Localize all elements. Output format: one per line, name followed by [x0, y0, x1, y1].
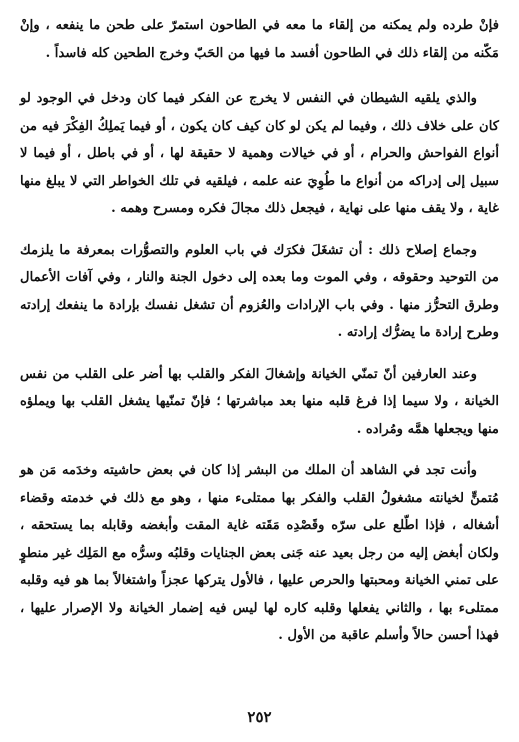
- paragraph-2: والذي يلقيه الشيطان في النفس لا يخرج عن الفكر فيما كان ودخل في الوجود لو كان على خلاف ذلك ، وفيما لم يكن لو كان كيف كان يكون ، أو فيما يَملِكُ الفِكْرَ فيه من أنواع الفواحش والحرام ، أو في خيالات وهمية لا حقيقة لها ، أو في باطل ، أو فيما لا سبيل إلى إدراكه من أنواع ما طُوِيَ عنه علمه ، فيلقيه في تلك الخواطر التي لا يبلغ منها غاية ، ولا يقف منها على نهاية ، فيجعل ذلك مجالَ فكره ومسرح وهمه .: [20, 91, 499, 216]
- paragraph-3: وجماع إصلاح ذلك : أن تشغَلَ فكرَك في باب العلوم والتصوُّرات بمعرفة ما يلزمك من التوحيد وحقوقه ، وفي الموت وما بعده إلى دخول الجنة والنار ، وفي آفات الأعمال وطرق التحرُّز منها . وفي باب الإرادات والعُزوم أن تشغل نفسك بإرادة ما ينفعك إرادته وطرح إرادة ما يضرُّك إرادته .: [20, 242, 499, 340]
- paragraph-spacer: [20, 443, 499, 457]
- paragraph-5: وأنت تجد في الشاهد أن الملك من البشر إذا كان في بعض حاشيته وخدَمه مَن هو مُتمنٍّ لخيانته مشغولُ القلب والفكر بها ممتلىء منها ، وهو مع ذلك في خدمته وقضاء أشغاله ، فإذا اطّلع على سرّه وقَصْدِه مَقَته غاية المقت وأبغضه وقابله بما يستحقه ، ولكان أبغض إليه من رجل بعيد عنه جَنى بعض الجنايات وقلبُه وسرُّه مع المَلِك غير منطوٍ على تمني الخيانة ومحبتها والحرص عليها ، فالأول يتركها عجزاً واشتغالاً بما هو فيه وقلبه ممتلىء بها ، والثاني يفعلها وقلبه كاره لها ليس فيه إضمار الخيانة ولا الإصرار عليها ، فهذا أحسن حالاً وأسلم عاقبة من الأول .: [20, 463, 499, 643]
- paragraph-spacer: [20, 223, 499, 237]
- paragraph-spacer: [20, 67, 499, 85]
- paragraph-spacer: [20, 347, 499, 361]
- paragraph-4: وعند العارفين أنّ تمنّي الخيانة وإشغالَ الفكر والقلب بها أضر على القلب من نفس الخيانة ، ولا سيما إذا فرغ قلبه منها بعد مباشرتها ؛ فإنّ تمنّيها يشغل القلب بها ويملؤه منها ويجعلها همَّه ومُراده .: [20, 366, 499, 437]
- paragraph-1: فإنْ طرده ولم يمكنه من إلقاء ما معه في الطاحون استمرّ على طحن ما ينفعه ، وإنْ مَكّنه من إلقاء ذلك في الطاحون أفسد ما فيها من الحَبّ وخرج الطحين كله فاسداً .: [20, 18, 499, 61]
- page-number: ٢٥٢: [247, 708, 272, 726]
